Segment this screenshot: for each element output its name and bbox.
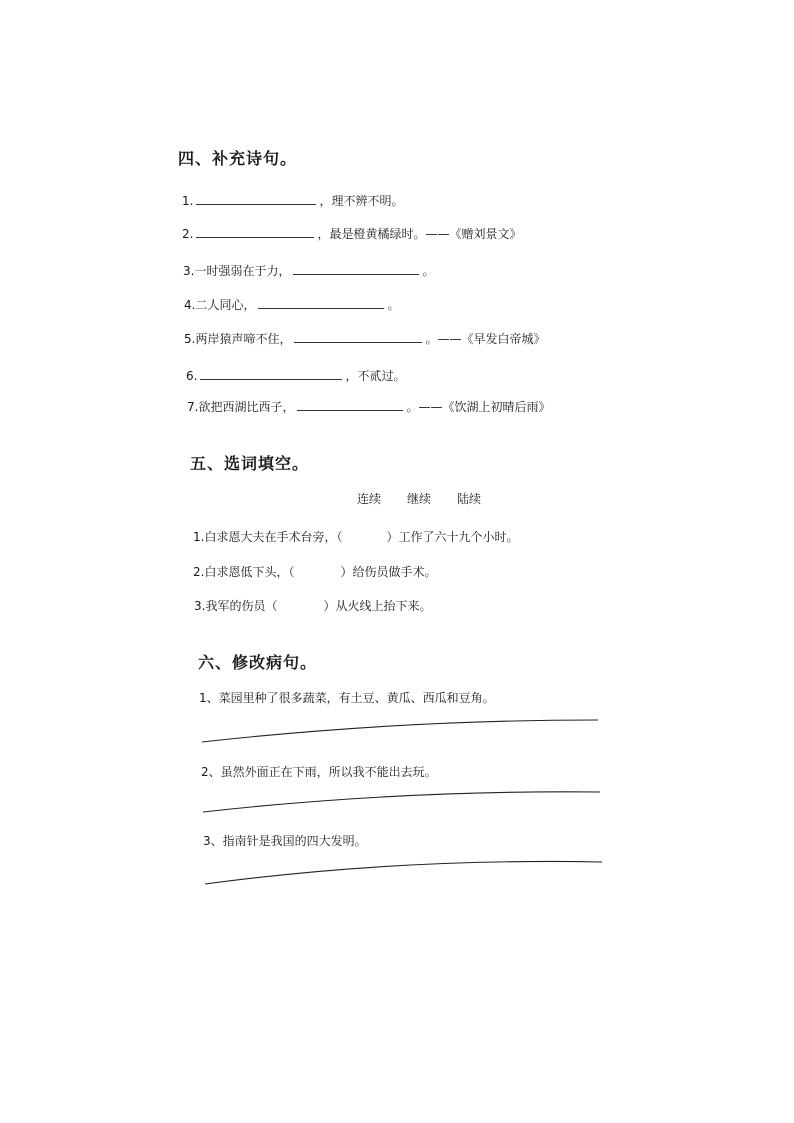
- correction-item-2: 2、虽然外面正在下雨，所以我不能出去玩。: [201, 765, 437, 779]
- word-option: 连续: [357, 492, 382, 506]
- item-text: 两岸猿声啼不住，: [195, 332, 292, 346]
- item-text: 2.白求恩低下头，（: [193, 565, 295, 579]
- item-text: 。——《饮湖上初晴后雨》: [406, 400, 551, 414]
- correction-item-3: 3、指南针是我国的四大发明。: [203, 834, 367, 848]
- item-number: 6.: [186, 369, 198, 383]
- item-number: 7.: [187, 400, 199, 414]
- item-number: 4.: [184, 298, 196, 312]
- correction-item-1: 1、菜园里种了很多蔬菜，有土豆、黄瓜、西瓜和豆角。: [199, 691, 495, 705]
- item-text: 。: [387, 298, 400, 312]
- item-text: 。——《早发白帝城》: [425, 332, 546, 346]
- item-text: ，最是橙黄橘绿时。——《赠刘景文》: [317, 227, 522, 241]
- item-text: 欲把西湖比西子，: [198, 400, 295, 414]
- item-number: 5.: [184, 332, 196, 346]
- answer-line-1[interactable]: [202, 720, 598, 742]
- item-text: ）工作了六十九个小时。: [386, 530, 519, 544]
- item-number: 1.: [182, 194, 194, 208]
- item-number: 3.: [183, 264, 195, 278]
- item-text: 。: [422, 264, 435, 278]
- section4-title: 四、补充诗句。: [178, 149, 298, 168]
- word-option: 继续: [407, 492, 432, 506]
- item-text: 一时强弱在于力，: [194, 264, 291, 278]
- item-text: ，不贰过。: [345, 369, 406, 383]
- word-option: 陆续: [457, 492, 482, 506]
- item-text: ）从火线上抬下来。: [323, 599, 432, 613]
- item-text: 二人同心，: [195, 298, 256, 312]
- item-text: 3.我军的伤员（: [194, 599, 278, 613]
- section5-title: 五、选词填空。: [190, 454, 310, 473]
- answer-line-3[interactable]: [205, 861, 602, 884]
- item-number: 2.: [182, 227, 194, 241]
- answer-line-2[interactable]: [203, 792, 600, 812]
- section6-title: 六、修改病句。: [198, 653, 318, 672]
- item-text: ，理不辨不明。: [319, 194, 404, 208]
- item-text: 1.白求恩大夫在手术台旁，（: [193, 530, 343, 544]
- item-text: ）给伤员做手术。: [340, 565, 437, 579]
